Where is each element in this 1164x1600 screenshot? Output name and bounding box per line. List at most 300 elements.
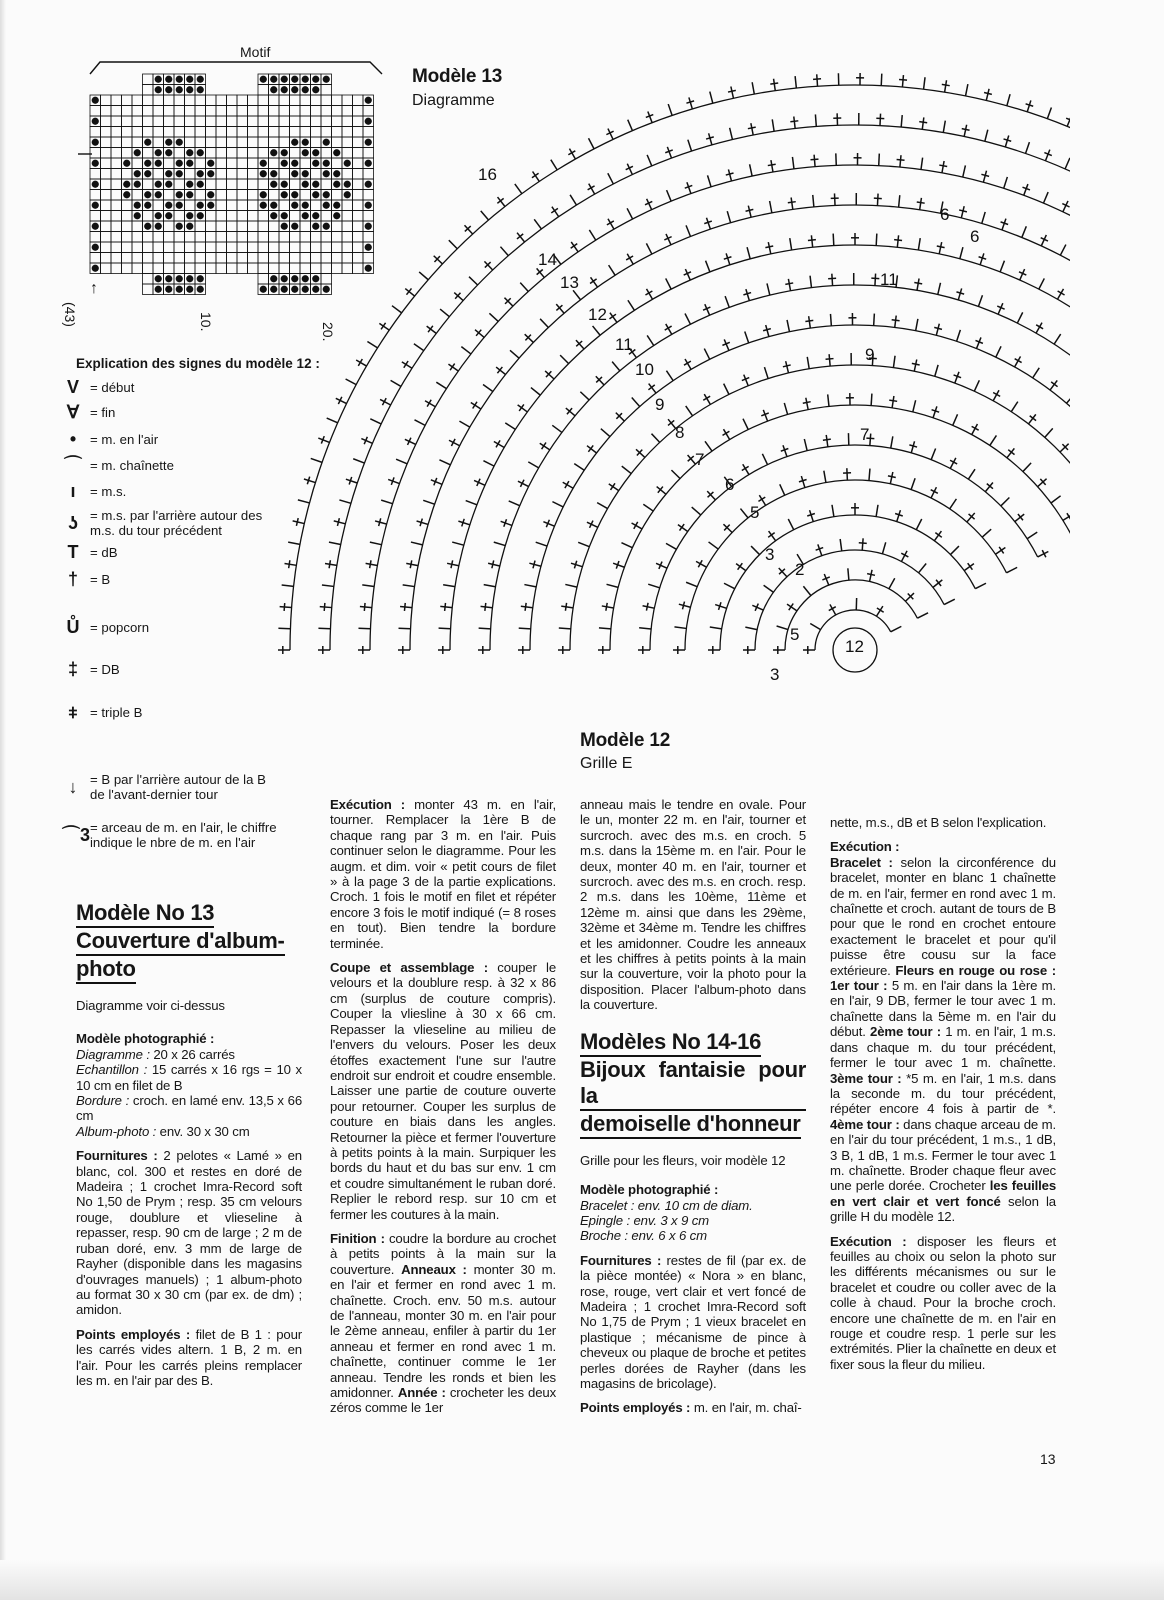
motif-grid-cell xyxy=(132,116,143,127)
diagram12-subtitle: Grille E xyxy=(580,755,633,772)
stitch-mark xyxy=(730,128,733,140)
stitch-mark xyxy=(709,133,712,145)
stitch-mark xyxy=(1047,107,1051,118)
motif-grid-cell xyxy=(206,242,217,253)
motif-grid-cell xyxy=(143,148,154,159)
stitch-mark xyxy=(784,403,787,415)
motif-grid-cell xyxy=(216,127,227,138)
motif-filled-square xyxy=(176,275,183,282)
model14-execution-final: Exécution : disposer les fleurs et feuilles au choix ou selon la photo sur les différents mécanismes ou sur le bracelet et coudre ou coller avec de la colle à chaud. Pour la broche croch. encore une chaînette de m. en l'air en rouge et coudre resp. 1 perle sur les extrémités. Plier la chaînette en deux et fixer sous la fleur du milieu. xyxy=(830,1233,1056,1372)
stitch-mark xyxy=(920,198,922,210)
stitch-mark xyxy=(705,441,712,451)
stitch-mark xyxy=(710,92,713,104)
stitch-crossbar xyxy=(445,603,446,611)
model13-points: Points employés : filet de B 1 : pour les carrés vides altern. 1 B, 2 m. en l'air. Pour les carrés pleins remplacer les m. en l'air par des B. xyxy=(76,1326,302,1388)
motif-grid-cell xyxy=(258,106,269,117)
stitch-mark xyxy=(1005,135,1008,146)
stitch-mark xyxy=(483,385,493,392)
motif-grid-cell xyxy=(164,221,175,232)
motif-grid-cell xyxy=(216,211,227,222)
page-number: 13 xyxy=(1040,1451,1056,1467)
motif-filled-square xyxy=(155,181,162,188)
stitch-crossbar xyxy=(473,402,477,409)
stitch-crossbar xyxy=(935,533,941,538)
stitch-crossbar xyxy=(768,533,774,538)
motif-grid-cell xyxy=(90,127,101,138)
stitch-mark xyxy=(895,316,896,328)
stitch-mark xyxy=(483,461,494,466)
stitch-mark xyxy=(899,195,900,207)
motif-grid-cell xyxy=(153,232,164,243)
motif-grid-cell xyxy=(237,253,248,264)
stitch-mark xyxy=(607,584,619,587)
motif-grid-cell xyxy=(216,179,227,190)
stitch-crossbar xyxy=(532,173,539,177)
stitch-mark xyxy=(770,201,772,213)
round-number-label: 12 xyxy=(588,305,607,324)
stitch-mark xyxy=(747,247,750,259)
motif-grid-cell xyxy=(237,190,248,201)
stitch-mark xyxy=(414,344,424,351)
legend-text: = dB xyxy=(90,545,118,560)
motif-grid-cell xyxy=(111,127,122,138)
stitch-crossbar xyxy=(962,129,970,131)
stitch-crossbar xyxy=(805,320,813,321)
stitch-symbol-icon: ↓ xyxy=(68,776,78,797)
stitch-symbol-icon: ı xyxy=(70,481,76,501)
legend-item xyxy=(62,659,280,679)
stitch-mark xyxy=(667,190,672,201)
stitch-mark xyxy=(826,435,828,447)
stitch-mark xyxy=(329,542,341,544)
stitch-mark xyxy=(674,627,686,629)
motif-grid-cell xyxy=(248,106,259,117)
motif-grid-cell xyxy=(206,253,217,264)
model13-intro: Diagramme voir ci-dessus xyxy=(76,998,225,1013)
stitch-mark xyxy=(728,169,731,181)
motif-filled-square xyxy=(155,191,162,198)
motif-filled-square xyxy=(155,212,162,219)
motif-filled-square xyxy=(186,86,193,93)
stitch-mark xyxy=(560,355,568,363)
motif-grid-cell xyxy=(101,190,112,201)
stitch-mark xyxy=(869,469,870,481)
motif-grid-cell xyxy=(132,137,143,148)
motif-grid-cell xyxy=(164,242,175,253)
motif-grid-cell xyxy=(237,200,248,211)
motif-grid-cell xyxy=(143,253,154,264)
motif-grid-cell xyxy=(122,211,133,222)
stitch-mark xyxy=(647,335,654,345)
motif-grid-cell xyxy=(111,137,122,148)
stitch-mark xyxy=(957,330,961,341)
motif-filled-square xyxy=(155,286,162,293)
stitch-mark xyxy=(901,115,902,127)
motif-grid-cell xyxy=(237,179,248,190)
stitch-mark xyxy=(520,283,528,292)
legend-text: = m.s. par l'arrière autour des m.s. du tour précédent xyxy=(90,508,263,538)
motif-grid-cell xyxy=(164,95,175,106)
motif-grid-cell xyxy=(195,137,206,148)
motif-grid-cell xyxy=(206,127,217,138)
motif-grid-cell xyxy=(101,211,112,222)
motif-grid-cell xyxy=(174,106,185,117)
motif-grid-cell xyxy=(90,232,101,243)
stitch-mark xyxy=(403,585,415,587)
stitch-crossbar xyxy=(450,364,455,371)
motif-grid-cell xyxy=(90,211,101,222)
motif-grid-cell xyxy=(237,158,248,169)
motif-grid-cell xyxy=(153,253,164,264)
stitch-mark xyxy=(298,500,310,503)
stitch-mark xyxy=(870,570,872,582)
model13-photo-specs: Diagramme : 20 x 26 carrés Echantillon : 15 carrés x 16 rgs = 10 x 10 cm en filet de B Bordure : croch. en lamé env. 13,5 x 66 cm Album-photo : env. 30 x 30 cm xyxy=(76,1046,302,1139)
motif-grid-cell xyxy=(132,127,143,138)
model14-cont: nette, m.s., dB et B selon l'explication. xyxy=(830,815,1047,830)
motif-filled-square xyxy=(165,275,172,282)
stitch-mark xyxy=(381,500,392,504)
motif-filled-square xyxy=(260,160,267,167)
stitch-mark xyxy=(1007,94,1010,106)
motif-grid-cell xyxy=(227,211,238,222)
motif-grid-cell xyxy=(122,106,133,117)
stitch-mark xyxy=(505,423,515,430)
motif-grid-cell xyxy=(227,179,238,190)
stitch-crossbar xyxy=(492,560,494,568)
stitch-mark xyxy=(440,606,452,607)
motif-grid-cell xyxy=(216,263,227,274)
stitch-mark xyxy=(764,367,768,378)
diagram-round-arc xyxy=(685,480,1006,650)
legend-title: Explication des signes du modèle 12 : xyxy=(76,356,320,371)
stitch-mark xyxy=(740,509,748,518)
diagram13-title: Modèle 13 xyxy=(412,66,503,87)
stitch-mark xyxy=(423,500,434,504)
stitch-crossbar xyxy=(790,121,798,122)
stitch-mark xyxy=(685,314,690,325)
model14-intro: Grille pour les fleurs, voir modèle 12 xyxy=(580,1152,786,1168)
stitch-crossbar xyxy=(968,563,973,569)
round-number-label: 7 xyxy=(695,450,705,469)
legend-text: = début xyxy=(90,380,135,395)
stitch-mark xyxy=(833,234,834,246)
stitch-crossbar xyxy=(364,603,365,611)
motif-grid-cell xyxy=(258,274,269,285)
stitch-mark xyxy=(440,309,449,317)
legend-text: = B xyxy=(90,572,111,587)
stitch-mark xyxy=(458,521,469,525)
stitch-mark xyxy=(917,613,928,618)
stitch-mark xyxy=(890,472,892,484)
stitch-symbol-icon: ʖ xyxy=(67,512,78,533)
motif-filled-square xyxy=(155,86,162,93)
stitch-mark xyxy=(574,464,584,471)
motif-grid-cell xyxy=(227,169,238,180)
stitch-mark xyxy=(710,627,722,629)
motif-filled-square xyxy=(186,181,193,188)
motif-grid-cell xyxy=(195,263,206,274)
stitch-mark xyxy=(571,563,582,567)
stitch-crossbar xyxy=(728,90,736,92)
motif-grid-cell xyxy=(111,190,122,201)
motif-grid-cell xyxy=(216,200,227,211)
stitch-mark xyxy=(504,298,512,307)
stitch-mark xyxy=(788,519,793,530)
stitch-mark xyxy=(417,521,429,524)
motif-filled-square xyxy=(176,76,183,83)
stitch-mark xyxy=(622,466,631,473)
motif-filled-square xyxy=(176,86,183,93)
legend-text: = triple B xyxy=(90,705,143,720)
motif-grid-cell xyxy=(258,95,269,106)
round-number-label: 9 xyxy=(865,345,875,364)
motif-grid-cell xyxy=(122,263,133,274)
model14-execution-title: Exécution : xyxy=(830,839,900,855)
motif-grid-cell xyxy=(206,137,217,148)
stitch-crossbar xyxy=(519,404,524,410)
motif-grid-cell xyxy=(248,253,259,264)
stitch-mark xyxy=(339,500,351,503)
motif-grid-cell xyxy=(216,106,227,117)
stitch-mark xyxy=(481,211,489,220)
motif-grid-cell xyxy=(143,106,154,117)
stitch-mark xyxy=(803,586,811,595)
stitch-mark xyxy=(411,542,423,545)
stitch-crossbar xyxy=(939,165,947,166)
motif-filled-square xyxy=(165,170,172,177)
motif-filled-square xyxy=(260,170,267,177)
motif-filled-square xyxy=(92,223,99,230)
stitch-crossbar xyxy=(789,604,793,611)
stitch-mark xyxy=(983,171,986,183)
motif-grid-cell xyxy=(195,242,206,253)
stitch-mark xyxy=(679,604,691,607)
stitch-mark xyxy=(771,160,773,172)
stitch-mark xyxy=(709,542,719,549)
motif-filled-square xyxy=(165,181,172,188)
motif-grid-cell xyxy=(227,253,238,264)
stitch-mark xyxy=(792,157,794,169)
motif-grid-cell xyxy=(227,106,238,117)
stitch-mark xyxy=(889,578,895,588)
motif-grid-cell xyxy=(258,242,269,253)
stitch-crossbar xyxy=(984,93,992,95)
stitch-symbol-icon: ∀ xyxy=(66,402,80,422)
stitch-mark xyxy=(875,274,876,286)
stitch-crossbar xyxy=(811,159,819,160)
stitch-mark xyxy=(814,155,815,167)
stitch-crossbar xyxy=(542,443,546,450)
stitch-symbol-icon: Ů xyxy=(66,617,80,637)
motif-grid-cell xyxy=(174,211,185,222)
stitch-crossbar xyxy=(296,518,298,526)
diagram-round-arc xyxy=(370,165,1070,650)
stitch-crossbar xyxy=(682,602,684,610)
motif-grid-cell xyxy=(185,253,196,264)
stitch-mark xyxy=(900,155,901,167)
stitch-mark xyxy=(370,419,381,424)
motif-grid-cell xyxy=(132,253,143,264)
stitch-mark xyxy=(787,320,789,332)
legend-text: = popcorn xyxy=(90,620,150,635)
legend-item xyxy=(62,508,280,538)
motif-grid-cell xyxy=(237,242,248,253)
stitch-mark xyxy=(1027,532,1037,539)
motif-filled-square xyxy=(92,244,99,251)
motif-grid-cell xyxy=(143,179,154,190)
stitch-mark xyxy=(570,195,576,205)
stitch-mark xyxy=(552,425,562,432)
page-edge-bottom xyxy=(0,1560,1164,1600)
stitch-mark xyxy=(406,563,418,565)
motif-row-label: (43) xyxy=(62,302,78,327)
motif-grid-cell xyxy=(153,116,164,127)
motif-grid-cell xyxy=(227,190,238,201)
stitch-mark xyxy=(452,542,464,545)
stitch-mark xyxy=(327,418,338,423)
motif-grid-cell xyxy=(101,158,112,169)
motif-grid-cell xyxy=(143,116,154,127)
motif-grid-cell xyxy=(258,85,269,96)
stitch-mark xyxy=(346,479,357,483)
stitch-crossbar xyxy=(611,483,615,490)
stitch-mark xyxy=(391,380,401,386)
motif-grid-cell xyxy=(258,253,269,264)
stitch-mark xyxy=(745,332,749,343)
motif-grid-cell xyxy=(174,232,185,243)
legend-text: = m. en l'air xyxy=(90,432,159,447)
motif-filled-square xyxy=(207,160,214,167)
stitch-mark xyxy=(525,334,534,342)
motif-grid-cell xyxy=(258,148,269,159)
motif-grid-cell xyxy=(174,95,185,106)
motif-grid-cell xyxy=(258,232,269,243)
stitch-mark xyxy=(897,510,901,521)
motif-filled-square xyxy=(144,202,151,209)
stitch-mark xyxy=(434,256,443,264)
motif-filled-square xyxy=(155,275,162,282)
stitch-crossbar xyxy=(370,560,371,568)
round-number-label: 7 xyxy=(860,425,870,444)
stitch-mark xyxy=(304,479,315,483)
stitch-mark xyxy=(811,235,812,247)
stitch-mark xyxy=(938,283,941,295)
motif-filled-square xyxy=(176,191,183,198)
legend-item xyxy=(62,377,280,397)
stitch-crossbar xyxy=(565,603,566,611)
motif-filled-square xyxy=(92,265,99,272)
stitch-crossbar xyxy=(381,323,386,330)
stitch-mark xyxy=(806,398,808,410)
motif-filled-square xyxy=(197,181,204,188)
stitch-mark xyxy=(358,628,370,629)
motif-grid-cell xyxy=(227,158,238,169)
diagram-round-arc xyxy=(330,125,1070,650)
stitch-mark xyxy=(353,459,364,463)
stitch-mark xyxy=(589,230,595,240)
stitch-mark xyxy=(777,626,788,630)
stitch-mark xyxy=(686,406,693,416)
stitch-mark xyxy=(648,584,659,588)
motif-filled-square xyxy=(186,212,193,219)
round-number-label: 5 xyxy=(750,503,760,522)
stitch-crossbar xyxy=(379,518,381,526)
motif-grid-cell xyxy=(111,148,122,159)
stitch-mark xyxy=(627,208,633,219)
round-number-label: 11 xyxy=(880,270,898,289)
stitch-crossbar xyxy=(329,560,330,568)
stitch-crossbar xyxy=(606,603,607,611)
stitch-crossbar xyxy=(590,279,597,284)
motif-filled-square xyxy=(165,86,172,93)
motif-grid-cell xyxy=(237,148,248,159)
motif-grid-cell xyxy=(101,242,112,253)
motif-grid-cell xyxy=(101,221,112,232)
motif-grid-cell xyxy=(258,127,269,138)
motif-filled-square xyxy=(186,160,193,167)
motif-grid-cell xyxy=(237,263,248,274)
motif-grid-cell xyxy=(153,200,164,211)
diagram-round-arc xyxy=(755,550,944,650)
stitch-mark xyxy=(862,538,863,550)
motif-grid-cell xyxy=(122,127,133,138)
stitch-crossbar xyxy=(937,246,945,248)
stitch-symbol-icon: ‡ xyxy=(67,659,78,679)
stitch-mark xyxy=(810,276,811,288)
motif-grid-cell xyxy=(164,158,175,169)
stitch-mark xyxy=(871,394,872,406)
stitch-crossbar xyxy=(919,122,927,123)
column-2 xyxy=(330,797,556,1425)
stitch-mark xyxy=(1039,278,1044,289)
motif-grid-cell xyxy=(216,158,227,169)
motif-filled-square xyxy=(123,160,130,167)
motif-filled-square xyxy=(176,160,183,167)
stitch-mark xyxy=(597,503,607,509)
stitch-mark xyxy=(751,123,753,135)
model13-execution: Exécution : monter 43 m. en l'air, tourner. Remplacer la 1ère B de chaque rang par 3 m. en l'air. Puis continuer selon le diagramme. Pour les augm. et dim. voir « petit cours de filet » à la page 3 de la partie explications. Croch. 1 fois le motif en filet et répéter encore 3 fois le motif indiqué (= 8 roses en tout). Bien tendre la bordure terminée. xyxy=(330,797,556,951)
motif-grid-cell xyxy=(101,106,112,117)
motif-grid-cell xyxy=(248,232,259,243)
stitch-mark xyxy=(375,521,387,524)
motif-filled-square xyxy=(165,76,172,83)
motif-filled-square xyxy=(155,149,162,156)
motif-grid-cell xyxy=(227,95,238,106)
motif-grid-cell xyxy=(227,263,238,274)
stitch-mark xyxy=(990,435,997,445)
motif-grid-cell xyxy=(143,74,154,85)
motif-grid-cell xyxy=(174,263,185,274)
motif-filled-square xyxy=(260,76,267,83)
stitch-mark xyxy=(921,158,923,170)
motif-grid-cell xyxy=(111,95,122,106)
stitch-mark xyxy=(935,365,938,377)
motif-filled-square xyxy=(186,149,193,156)
stitch-mark xyxy=(602,606,614,608)
motif-grid-cell xyxy=(185,137,196,148)
stitch-crossbar xyxy=(571,244,578,249)
diagram-round-arc xyxy=(490,285,1070,650)
stitch-crossbar xyxy=(1051,382,1057,387)
motif-filled-square xyxy=(176,170,183,177)
motif-filled-square xyxy=(176,139,183,146)
motif-grid-cell xyxy=(143,211,154,222)
stitch-crossbar xyxy=(909,445,917,447)
motif-grid-cell xyxy=(111,158,122,169)
motif-grid-cell xyxy=(111,263,122,274)
stitch-mark xyxy=(731,87,734,99)
diagram-round-arc xyxy=(650,445,1038,650)
